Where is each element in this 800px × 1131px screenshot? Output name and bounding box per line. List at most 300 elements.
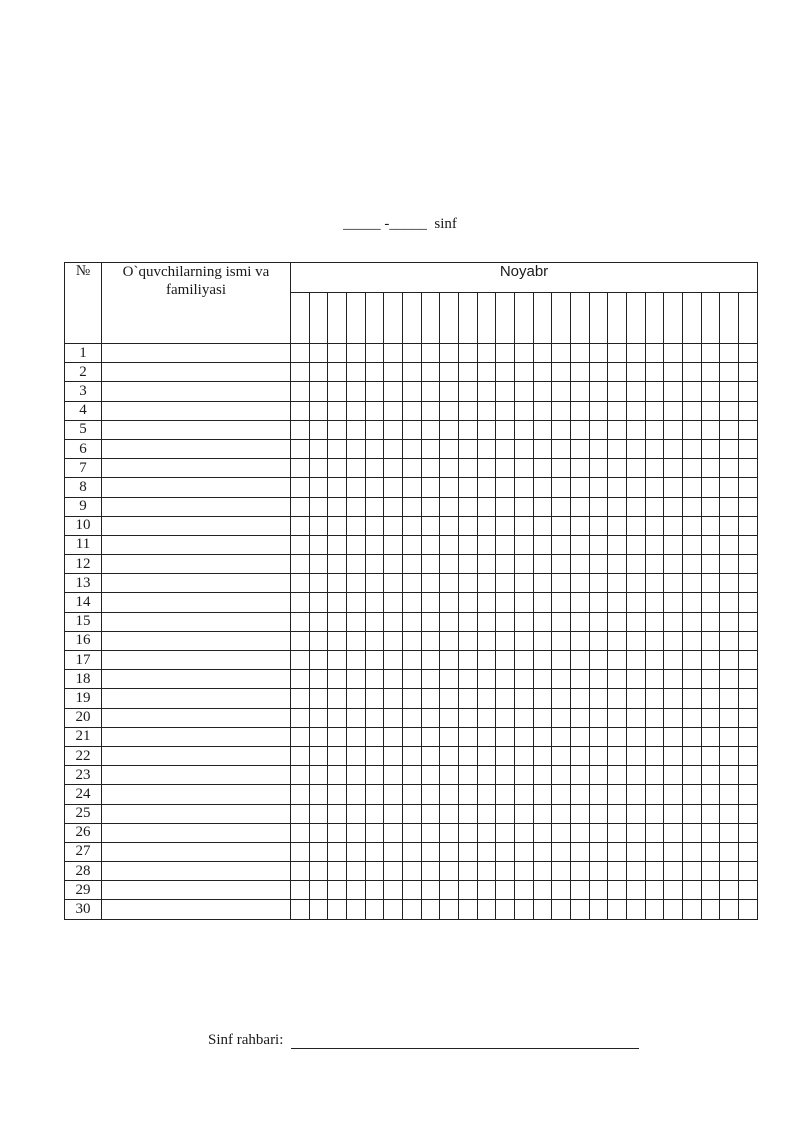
attendance-cell[interactable] [739,612,758,631]
attendance-cell[interactable] [328,842,347,861]
attendance-cell[interactable] [533,689,552,708]
attendance-cell[interactable] [328,516,347,535]
attendance-cell[interactable] [552,785,571,804]
attendance-cell[interactable] [440,746,459,765]
attendance-cell[interactable] [309,785,328,804]
attendance-cell[interactable] [589,727,608,746]
attendance-cell[interactable] [533,478,552,497]
attendance-cell[interactable] [533,420,552,439]
attendance-cell[interactable] [309,862,328,881]
attendance-cell[interactable] [664,900,683,919]
attendance-cell[interactable] [739,478,758,497]
attendance-cell[interactable] [328,651,347,670]
attendance-cell[interactable] [403,344,422,363]
attendance-cell[interactable] [440,344,459,363]
attendance-cell[interactable] [739,881,758,900]
attendance-cell[interactable] [571,420,590,439]
attendance-cell[interactable] [421,900,440,919]
attendance-cell[interactable] [571,516,590,535]
attendance-cell[interactable] [645,804,664,823]
student-name-cell[interactable] [102,574,291,593]
attendance-cell[interactable] [701,439,720,458]
attendance-cell[interactable] [683,497,702,516]
attendance-cell[interactable] [403,478,422,497]
attendance-cell[interactable] [739,842,758,861]
attendance-cell[interactable] [683,727,702,746]
attendance-cell[interactable] [720,766,739,785]
attendance-cell[interactable] [533,842,552,861]
attendance-cell[interactable] [328,689,347,708]
attendance-cell[interactable] [291,689,310,708]
student-name-cell[interactable] [102,401,291,420]
attendance-cell[interactable] [291,593,310,612]
attendance-cell[interactable] [608,516,627,535]
student-name-cell[interactable] [102,804,291,823]
attendance-cell[interactable] [328,497,347,516]
attendance-cell[interactable] [664,363,683,382]
attendance-cell[interactable] [421,555,440,574]
attendance-cell[interactable] [291,766,310,785]
attendance-cell[interactable] [664,344,683,363]
attendance-cell[interactable] [477,670,496,689]
attendance-cell[interactable] [496,516,515,535]
attendance-cell[interactable] [552,670,571,689]
attendance-cell[interactable] [421,823,440,842]
attendance-cell[interactable] [645,535,664,554]
attendance-cell[interactable] [365,401,384,420]
attendance-cell[interactable] [384,420,403,439]
attendance-cell[interactable] [701,881,720,900]
attendance-cell[interactable] [496,459,515,478]
attendance-cell[interactable] [328,593,347,612]
attendance-cell[interactable] [552,497,571,516]
attendance-cell[interactable] [496,842,515,861]
attendance-cell[interactable] [645,900,664,919]
attendance-cell[interactable] [459,535,478,554]
attendance-cell[interactable] [589,900,608,919]
attendance-cell[interactable] [533,382,552,401]
attendance-cell[interactable] [683,555,702,574]
attendance-cell[interactable] [309,344,328,363]
attendance-cell[interactable] [627,766,646,785]
attendance-cell[interactable] [365,459,384,478]
attendance-cell[interactable] [328,670,347,689]
attendance-cell[interactable] [701,344,720,363]
attendance-cell[interactable] [365,363,384,382]
attendance-cell[interactable] [328,881,347,900]
attendance-cell[interactable] [701,478,720,497]
attendance-cell[interactable] [627,670,646,689]
attendance-cell[interactable] [459,670,478,689]
attendance-cell[interactable] [664,631,683,650]
attendance-cell[interactable] [515,593,534,612]
attendance-cell[interactable] [515,535,534,554]
attendance-cell[interactable] [720,900,739,919]
attendance-cell[interactable] [496,535,515,554]
attendance-cell[interactable] [496,804,515,823]
attendance-cell[interactable] [589,574,608,593]
attendance-cell[interactable] [701,862,720,881]
attendance-cell[interactable] [309,823,328,842]
attendance-cell[interactable] [291,862,310,881]
attendance-cell[interactable] [328,555,347,574]
class-blank-right[interactable]: _____ [389,216,427,232]
attendance-cell[interactable] [421,382,440,401]
attendance-cell[interactable] [720,439,739,458]
attendance-cell[interactable] [571,631,590,650]
attendance-cell[interactable] [739,574,758,593]
attendance-cell[interactable] [739,516,758,535]
attendance-cell[interactable] [291,420,310,439]
attendance-cell[interactable] [403,459,422,478]
attendance-cell[interactable] [365,574,384,593]
attendance-cell[interactable] [403,862,422,881]
attendance-cell[interactable] [291,823,310,842]
attendance-cell[interactable] [645,823,664,842]
attendance-cell[interactable] [496,439,515,458]
attendance-cell[interactable] [533,708,552,727]
attendance-cell[interactable] [477,804,496,823]
attendance-cell[interactable] [664,555,683,574]
attendance-cell[interactable] [403,727,422,746]
attendance-cell[interactable] [608,497,627,516]
attendance-cell[interactable] [664,420,683,439]
attendance-cell[interactable] [739,401,758,420]
attendance-cell[interactable] [589,497,608,516]
attendance-cell[interactable] [739,900,758,919]
attendance-cell[interactable] [328,574,347,593]
attendance-cell[interactable] [664,708,683,727]
student-name-cell[interactable] [102,478,291,497]
student-name-cell[interactable] [102,862,291,881]
attendance-cell[interactable] [384,746,403,765]
attendance-cell[interactable] [627,823,646,842]
attendance-cell[interactable] [421,766,440,785]
attendance-cell[interactable] [403,420,422,439]
attendance-cell[interactable] [683,420,702,439]
attendance-cell[interactable] [440,862,459,881]
attendance-cell[interactable] [515,862,534,881]
attendance-cell[interactable] [384,612,403,631]
attendance-cell[interactable] [720,881,739,900]
attendance-cell[interactable] [440,804,459,823]
attendance-cell[interactable] [552,804,571,823]
attendance-cell[interactable] [571,382,590,401]
attendance-cell[interactable] [645,670,664,689]
attendance-cell[interactable] [533,574,552,593]
attendance-cell[interactable] [365,862,384,881]
attendance-cell[interactable] [459,401,478,420]
attendance-cell[interactable] [421,612,440,631]
attendance-cell[interactable] [403,785,422,804]
attendance-cell[interactable] [552,420,571,439]
attendance-cell[interactable] [533,631,552,650]
attendance-cell[interactable] [664,746,683,765]
attendance-cell[interactable] [477,535,496,554]
attendance-cell[interactable] [720,420,739,439]
attendance-cell[interactable] [683,689,702,708]
attendance-cell[interactable] [459,651,478,670]
attendance-cell[interactable] [608,862,627,881]
attendance-cell[interactable] [552,555,571,574]
attendance-cell[interactable] [309,631,328,650]
attendance-cell[interactable] [608,804,627,823]
attendance-cell[interactable] [515,344,534,363]
attendance-cell[interactable] [589,363,608,382]
attendance-cell[interactable] [515,708,534,727]
attendance-cell[interactable] [347,593,366,612]
attendance-cell[interactable] [328,439,347,458]
attendance-cell[interactable] [664,574,683,593]
attendance-cell[interactable] [515,574,534,593]
attendance-cell[interactable] [571,746,590,765]
attendance-cell[interactable] [440,593,459,612]
attendance-cell[interactable] [552,574,571,593]
attendance-cell[interactable] [515,727,534,746]
attendance-cell[interactable] [403,593,422,612]
attendance-cell[interactable] [664,651,683,670]
attendance-cell[interactable] [627,842,646,861]
attendance-cell[interactable] [664,804,683,823]
attendance-cell[interactable] [347,401,366,420]
attendance-cell[interactable] [477,862,496,881]
student-name-cell[interactable] [102,708,291,727]
attendance-cell[interactable] [365,478,384,497]
attendance-cell[interactable] [739,651,758,670]
attendance-cell[interactable] [365,727,384,746]
attendance-cell[interactable] [515,478,534,497]
attendance-cell[interactable] [291,785,310,804]
attendance-cell[interactable] [533,785,552,804]
attendance-cell[interactable] [533,401,552,420]
attendance-cell[interactable] [384,535,403,554]
attendance-cell[interactable] [496,363,515,382]
attendance-cell[interactable] [552,842,571,861]
attendance-cell[interactable] [403,900,422,919]
attendance-cell[interactable] [515,900,534,919]
attendance-cell[interactable] [533,881,552,900]
attendance-cell[interactable] [496,631,515,650]
attendance-cell[interactable] [384,766,403,785]
attendance-cell[interactable] [645,842,664,861]
student-name-cell[interactable] [102,881,291,900]
attendance-cell[interactable] [683,363,702,382]
attendance-cell[interactable] [701,804,720,823]
attendance-cell[interactable] [421,401,440,420]
attendance-cell[interactable] [627,420,646,439]
attendance-cell[interactable] [365,439,384,458]
attendance-cell[interactable] [589,842,608,861]
attendance-cell[interactable] [347,631,366,650]
attendance-cell[interactable] [403,516,422,535]
attendance-cell[interactable] [533,746,552,765]
attendance-cell[interactable] [645,478,664,497]
attendance-cell[interactable] [309,516,328,535]
attendance-cell[interactable] [365,900,384,919]
attendance-cell[interactable] [608,689,627,708]
attendance-cell[interactable] [645,439,664,458]
attendance-cell[interactable] [365,689,384,708]
attendance-cell[interactable] [459,842,478,861]
attendance-cell[interactable] [347,363,366,382]
attendance-cell[interactable] [645,574,664,593]
attendance-cell[interactable] [571,439,590,458]
attendance-cell[interactable] [627,881,646,900]
attendance-cell[interactable] [571,900,590,919]
attendance-cell[interactable] [459,804,478,823]
attendance-cell[interactable] [701,900,720,919]
attendance-cell[interactable] [309,708,328,727]
attendance-cell[interactable] [533,651,552,670]
attendance-cell[interactable] [608,670,627,689]
attendance-cell[interactable] [515,459,534,478]
attendance-cell[interactable] [664,862,683,881]
attendance-cell[interactable] [403,804,422,823]
attendance-cell[interactable] [384,862,403,881]
attendance-cell[interactable] [384,593,403,612]
attendance-cell[interactable] [328,708,347,727]
attendance-cell[interactable] [384,344,403,363]
attendance-cell[interactable] [664,823,683,842]
attendance-cell[interactable] [477,593,496,612]
attendance-cell[interactable] [440,555,459,574]
attendance-cell[interactable] [496,401,515,420]
attendance-cell[interactable] [608,344,627,363]
attendance-cell[interactable] [291,842,310,861]
attendance-cell[interactable] [291,727,310,746]
attendance-cell[interactable] [683,804,702,823]
attendance-cell[interactable] [291,612,310,631]
attendance-cell[interactable] [291,881,310,900]
attendance-cell[interactable] [720,708,739,727]
student-name-cell[interactable] [102,651,291,670]
attendance-cell[interactable] [496,382,515,401]
attendance-cell[interactable] [347,766,366,785]
attendance-cell[interactable] [440,708,459,727]
attendance-cell[interactable] [701,612,720,631]
student-name-cell[interactable] [102,900,291,919]
attendance-cell[interactable] [589,344,608,363]
attendance-cell[interactable] [571,593,590,612]
attendance-cell[interactable] [701,497,720,516]
attendance-cell[interactable] [328,804,347,823]
attendance-cell[interactable] [515,670,534,689]
attendance-cell[interactable] [589,670,608,689]
attendance-cell[interactable] [347,651,366,670]
attendance-cell[interactable] [403,401,422,420]
attendance-cell[interactable] [571,535,590,554]
attendance-cell[interactable] [347,881,366,900]
attendance-cell[interactable] [403,363,422,382]
attendance-cell[interactable] [421,727,440,746]
attendance-cell[interactable] [403,497,422,516]
attendance-cell[interactable] [309,612,328,631]
attendance-cell[interactable] [309,382,328,401]
attendance-cell[interactable] [571,766,590,785]
attendance-cell[interactable] [459,574,478,593]
attendance-cell[interactable] [589,382,608,401]
attendance-cell[interactable] [589,612,608,631]
attendance-cell[interactable] [347,420,366,439]
attendance-cell[interactable] [309,727,328,746]
attendance-cell[interactable] [496,593,515,612]
attendance-cell[interactable] [365,766,384,785]
attendance-cell[interactable] [459,363,478,382]
attendance-cell[interactable] [720,670,739,689]
attendance-cell[interactable] [515,363,534,382]
attendance-cell[interactable] [683,612,702,631]
attendance-cell[interactable] [701,651,720,670]
attendance-cell[interactable] [664,516,683,535]
attendance-cell[interactable] [720,651,739,670]
attendance-cell[interactable] [496,420,515,439]
attendance-cell[interactable] [552,881,571,900]
attendance-cell[interactable] [515,823,534,842]
attendance-cell[interactable] [627,862,646,881]
attendance-cell[interactable] [440,727,459,746]
attendance-cell[interactable] [347,478,366,497]
attendance-cell[interactable] [571,363,590,382]
attendance-cell[interactable] [477,459,496,478]
student-name-cell[interactable] [102,727,291,746]
attendance-cell[interactable] [347,900,366,919]
attendance-cell[interactable] [347,459,366,478]
attendance-cell[interactable] [384,459,403,478]
student-name-cell[interactable] [102,670,291,689]
attendance-cell[interactable] [589,708,608,727]
attendance-cell[interactable] [421,862,440,881]
attendance-cell[interactable] [627,459,646,478]
student-name-cell[interactable] [102,420,291,439]
attendance-cell[interactable] [459,344,478,363]
attendance-cell[interactable] [645,689,664,708]
attendance-cell[interactable] [477,363,496,382]
attendance-cell[interactable] [515,516,534,535]
attendance-cell[interactable] [421,881,440,900]
attendance-cell[interactable] [720,631,739,650]
attendance-cell[interactable] [515,382,534,401]
attendance-cell[interactable] [459,689,478,708]
attendance-cell[interactable] [309,478,328,497]
attendance-cell[interactable] [403,708,422,727]
attendance-cell[interactable] [365,823,384,842]
attendance-cell[interactable] [683,708,702,727]
attendance-cell[interactable] [459,881,478,900]
attendance-cell[interactable] [309,439,328,458]
attendance-cell[interactable] [309,651,328,670]
attendance-cell[interactable] [533,727,552,746]
attendance-cell[interactable] [533,862,552,881]
attendance-cell[interactable] [496,862,515,881]
attendance-cell[interactable] [627,497,646,516]
attendance-cell[interactable] [552,478,571,497]
attendance-cell[interactable] [440,823,459,842]
attendance-cell[interactable] [403,689,422,708]
attendance-cell[interactable] [347,344,366,363]
attendance-cell[interactable] [328,900,347,919]
attendance-cell[interactable] [627,593,646,612]
attendance-cell[interactable] [384,900,403,919]
attendance-cell[interactable] [645,612,664,631]
attendance-cell[interactable] [365,631,384,650]
attendance-cell[interactable] [309,842,328,861]
attendance-cell[interactable] [515,555,534,574]
attendance-cell[interactable] [440,612,459,631]
student-name-cell[interactable] [102,382,291,401]
attendance-cell[interactable] [477,900,496,919]
attendance-cell[interactable] [515,439,534,458]
attendance-cell[interactable] [291,516,310,535]
